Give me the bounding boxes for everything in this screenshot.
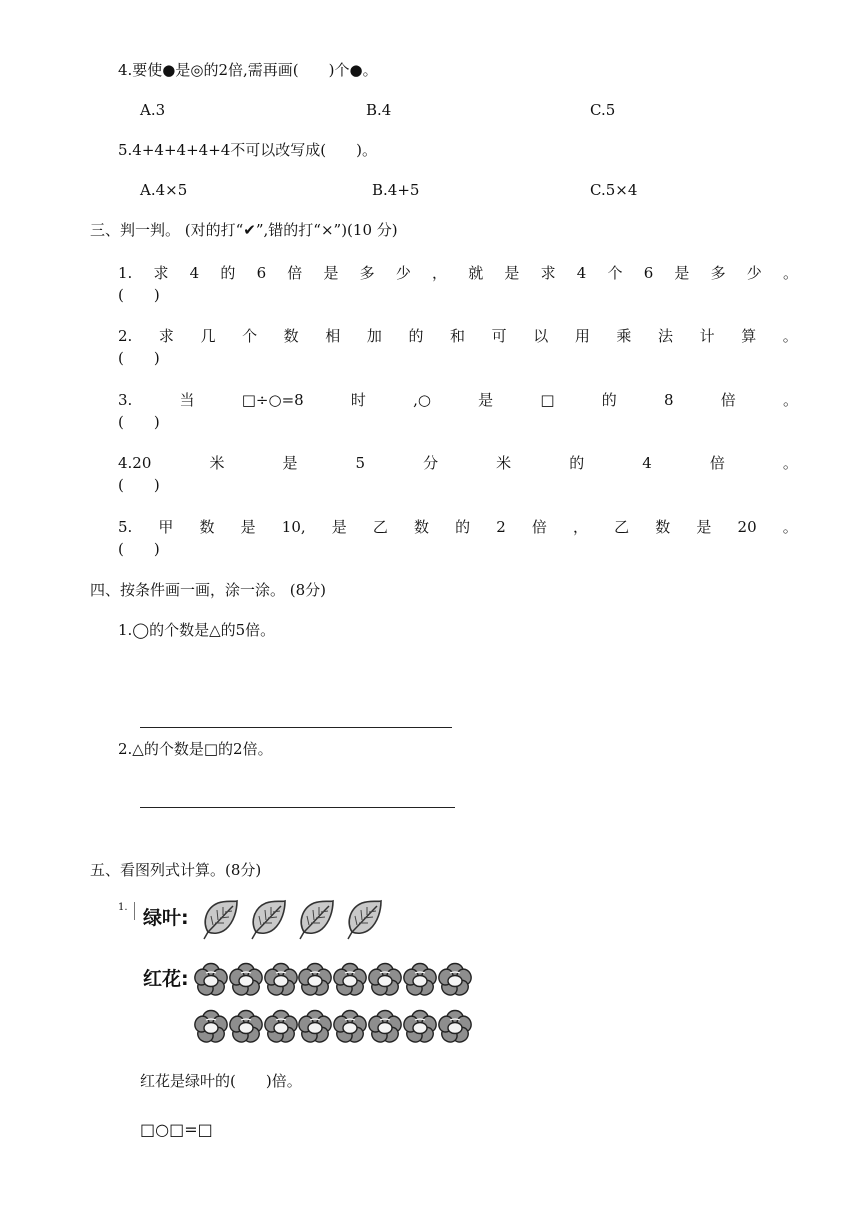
leaf-label: 绿叶: xyxy=(143,907,189,929)
judge-item-token: 乙 xyxy=(614,518,630,536)
judge-item-token: 多 xyxy=(359,264,375,282)
flower-icon xyxy=(437,1009,473,1045)
flower-icon xyxy=(297,1009,333,1045)
judge-item-token: 4 xyxy=(642,454,652,472)
draw-item-1-text: 1.◯的个数是△的5倍。 xyxy=(118,621,276,639)
judge-item-token: 6 xyxy=(256,264,267,282)
answer-line-1[interactable] xyxy=(140,727,452,728)
judge-item-token: 个 xyxy=(607,264,623,282)
judge-item-token: 少 xyxy=(395,264,411,282)
judge-item-token: ， xyxy=(432,264,448,282)
judge-item-token: 8 xyxy=(664,391,674,409)
section-4-heading: 四、按条件画一画，涂一涂。 (8分) xyxy=(90,581,327,599)
flower-icon xyxy=(332,1009,368,1045)
judge-item-token: 。 xyxy=(782,327,798,345)
leaf-icon xyxy=(200,898,240,940)
judge-item-token: 的 xyxy=(220,264,236,282)
judge-item-token: 4.20 xyxy=(118,454,152,472)
judge-item-1 xyxy=(118,263,798,283)
flower-icon xyxy=(437,962,473,998)
judge-item-token: 相 xyxy=(325,327,341,345)
judge-item-token: 倍 xyxy=(287,264,303,282)
judge-item-token: 求 xyxy=(158,327,174,345)
flower-icon xyxy=(193,962,229,998)
judge-item-token: 当 xyxy=(179,391,195,409)
flower-label: 红花: xyxy=(143,968,189,990)
section-3-heading: 三、判一判。 (对的打“✔”,错的打“×”)(10 分) xyxy=(90,221,398,239)
flower-icon xyxy=(263,962,299,998)
leaf-icon xyxy=(344,898,384,940)
flower-icon xyxy=(367,962,403,998)
judge-item-token: 数 xyxy=(283,327,299,345)
flower-icon xyxy=(332,962,368,998)
judge-item-token: 数 xyxy=(199,518,215,536)
judge-item-token: 法 xyxy=(658,327,674,345)
judge-item-token: 10, xyxy=(281,518,306,536)
judge-item-token: 计 xyxy=(699,327,715,345)
judge-item-token: 甲 xyxy=(158,518,174,536)
judge-item-token: 2. xyxy=(118,327,133,345)
judge-item-token: 倍 xyxy=(709,454,725,472)
judge-item-token: 是 xyxy=(696,518,712,536)
judge-answer-paren-2[interactable]: ( ) xyxy=(118,349,160,367)
judge-item-token: □ xyxy=(540,391,555,409)
judge-item-token: 。 xyxy=(782,264,798,282)
picture-item-number: 1. xyxy=(118,902,128,913)
q5-option-b: B.4+5 xyxy=(372,181,420,199)
judge-item-token: 5 xyxy=(355,454,366,472)
judge-item-token: 米 xyxy=(496,454,512,472)
equation-blank[interactable]: □○□=□ xyxy=(140,1120,213,1139)
judge-item-token: 是 xyxy=(331,518,347,536)
judge-item-token: 乙 xyxy=(372,518,388,536)
judge-item-5 xyxy=(118,517,798,537)
judge-item-token: 2 xyxy=(496,518,506,536)
flower-icon xyxy=(402,962,438,998)
judge-item-token: 4 xyxy=(576,264,587,282)
flower-icon xyxy=(228,1009,264,1045)
judge-item-token: 倍 xyxy=(531,518,547,536)
flower-icon xyxy=(193,1009,229,1045)
judge-item-4 xyxy=(118,453,798,473)
q5-option-c: C.5×4 xyxy=(590,181,638,199)
judge-item-token: 少 xyxy=(746,264,762,282)
judge-item-token: 就 xyxy=(468,264,484,282)
item-marker xyxy=(134,902,135,920)
judge-item-token: 。 xyxy=(782,454,798,472)
judge-item-token: 求 xyxy=(153,264,169,282)
judge-item-2 xyxy=(118,326,798,346)
judge-item-token: 算 xyxy=(741,327,757,345)
question-5-text: 5.4+4+4+4+4不可以改写成( )。 xyxy=(118,141,378,159)
leaf-icon xyxy=(296,898,336,940)
judge-answer-paren-5[interactable]: ( ) xyxy=(118,540,160,558)
judge-item-token: 4 xyxy=(189,264,200,282)
judge-item-token: 。 xyxy=(782,391,798,409)
judge-item-token: 以 xyxy=(533,327,549,345)
judge-answer-paren-3[interactable]: ( ) xyxy=(118,413,160,431)
judge-item-token: 是 xyxy=(478,391,494,409)
judge-item-token: 米 xyxy=(209,454,225,472)
flower-icon xyxy=(228,962,264,998)
q5-option-a: A.4×5 xyxy=(140,181,188,199)
q4-option-c: C.5 xyxy=(590,101,616,119)
flower-icon xyxy=(297,962,333,998)
judge-item-token: 的 xyxy=(601,391,617,409)
flower-icon xyxy=(367,1009,403,1045)
flower-icon xyxy=(402,1009,438,1045)
judge-item-token: 时 xyxy=(350,391,366,409)
judge-item-token: ， xyxy=(573,518,589,536)
judge-item-token: 是 xyxy=(674,264,690,282)
judge-item-token: 5. xyxy=(118,518,133,536)
judge-item-token: 几 xyxy=(200,327,216,345)
answer-line-2[interactable] xyxy=(140,807,455,808)
judge-item-token: 是 xyxy=(240,518,256,536)
draw-item-2-text: 2.△的个数是□的2倍。 xyxy=(118,740,273,758)
judge-item-token: 1. xyxy=(118,264,133,282)
judge-item-token: 个 xyxy=(242,327,258,345)
judge-item-token: ,○ xyxy=(413,391,431,409)
judge-answer-paren-4[interactable]: ( ) xyxy=(118,476,160,494)
judge-item-token: □÷○=8 xyxy=(241,391,304,409)
question-4-text: 4.要使●是◎的2倍,需再画( )个●。 xyxy=(118,61,378,79)
flower-icon xyxy=(263,1009,299,1045)
judge-item-token: 分 xyxy=(423,454,439,472)
judge-item-token: 。 xyxy=(782,518,798,536)
judge-item-token: 可 xyxy=(491,327,507,345)
judge-item-token: 6 xyxy=(643,264,654,282)
judge-item-token: 乘 xyxy=(616,327,632,345)
judge-item-token: 多 xyxy=(710,264,726,282)
judge-item-token: 的 xyxy=(408,327,424,345)
judge-item-token: 是 xyxy=(504,264,520,282)
judge-item-token: 是 xyxy=(323,264,339,282)
judge-item-3 xyxy=(118,390,798,410)
judge-item-token: 是 xyxy=(282,454,298,472)
judge-item-token: 和 xyxy=(450,327,466,345)
judge-item-token: 倍 xyxy=(720,391,736,409)
judge-item-token: 的 xyxy=(569,454,585,472)
section-5-heading: 五、看图列式计算。(8分) xyxy=(90,861,262,879)
q4-option-b: B.4 xyxy=(366,101,392,119)
picture-question: 红花是绿叶的( )倍。 xyxy=(140,1072,302,1090)
judge-item-token: 3. xyxy=(118,391,133,409)
judge-item-token: 数 xyxy=(414,518,430,536)
judge-item-token: 用 xyxy=(574,327,590,345)
leaf-icon xyxy=(248,898,288,940)
judge-item-token: 的 xyxy=(455,518,471,536)
q4-option-a: A.3 xyxy=(140,101,166,119)
judge-item-token: 求 xyxy=(540,264,556,282)
judge-item-token: 20 xyxy=(737,518,757,536)
judge-item-token: 加 xyxy=(366,327,382,345)
judge-item-token: 数 xyxy=(655,518,671,536)
judge-answer-paren-1[interactable]: ( ) xyxy=(118,286,160,304)
